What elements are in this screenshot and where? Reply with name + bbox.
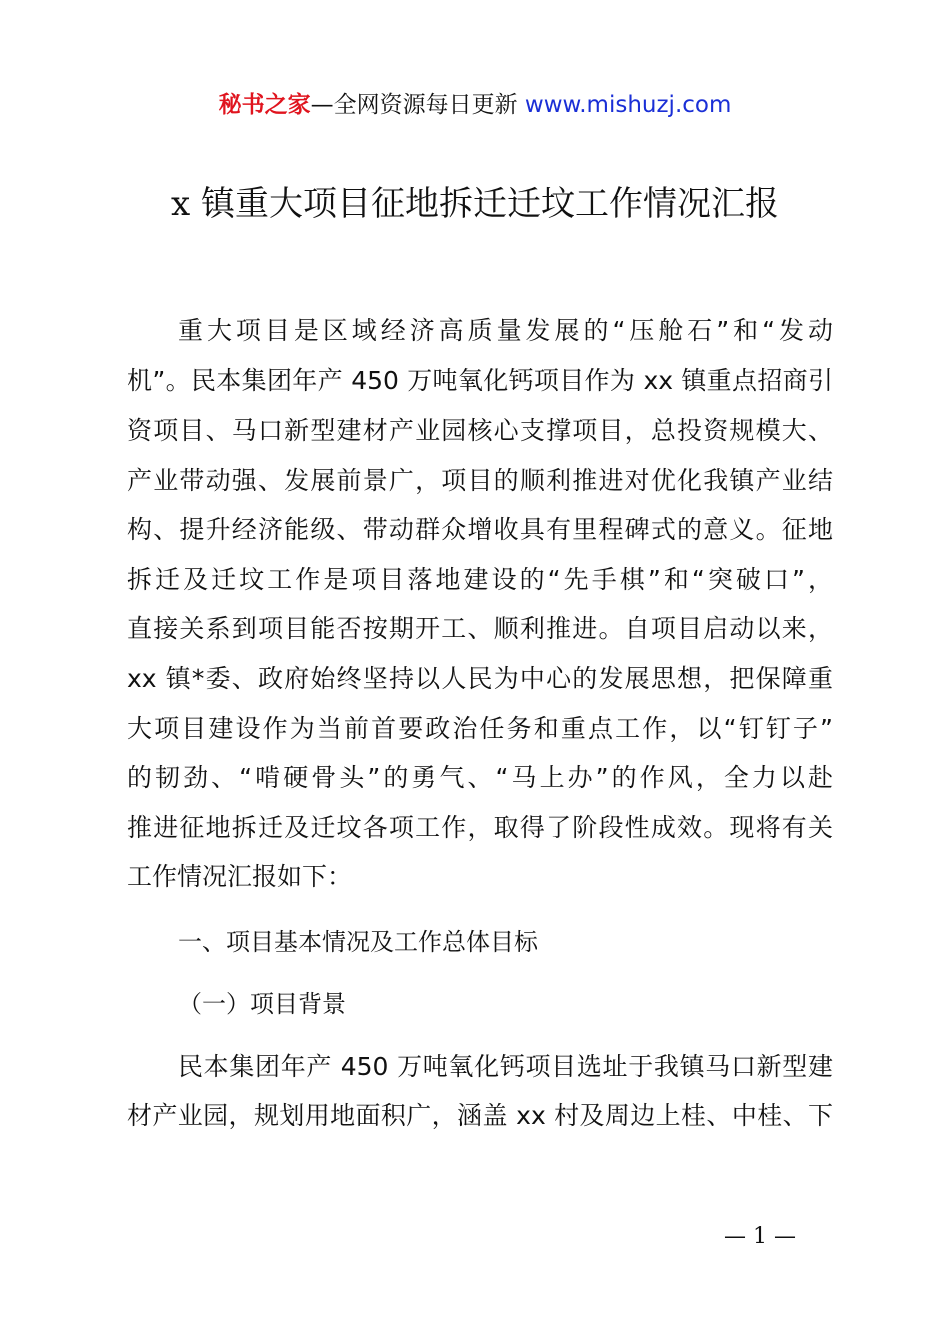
body-line: 资项目、马口新型建材产业园核心支撑项目，总投资规模大、 bbox=[127, 416, 833, 445]
subsection-heading: （一）项目背景 bbox=[178, 990, 346, 1018]
body-line: 重大项目是区域经济高质量发展的“压舱石”和“发动 bbox=[178, 316, 833, 345]
body-line: 工作情况汇报如下： bbox=[127, 862, 353, 891]
body-line: xx 镇*委、政府始终坚持以人民为中心的发展思想，把保障重 bbox=[127, 664, 833, 693]
body-line: 的韧劲、“啃硬骨头”的勇气、“马上办”的作风，全力以赴 bbox=[127, 763, 833, 792]
body-line: 拆迁及迁坟工作是项目落地建设的“先手棋”和“突破口”， bbox=[127, 565, 833, 594]
document-title: x 镇重大项目征地拆迁迁坟工作情况汇报 bbox=[171, 184, 779, 224]
brand-name: 秘书之家 bbox=[218, 92, 311, 118]
header-tagline: —全网资源每日更新 bbox=[310, 92, 525, 118]
body-line: 民本集团年产 450 万吨氧化钙项目选址于我镇马口新型建 bbox=[178, 1052, 833, 1081]
body-line: 机”。民本集团年产 450 万吨氧化钙项目作为 xx 镇重点招商引 bbox=[127, 366, 833, 395]
body-line: 大项目建设作为当前首要政治任务和重点工作，以“钉钉子” bbox=[127, 714, 833, 743]
body-line: 推进征地拆迁及迁坟各项工作，取得了阶段性成效。现将有关 bbox=[127, 813, 833, 842]
body-line: 构、提升经济能级、带动群众增收具有里程碑式的意义。征地 bbox=[127, 515, 833, 544]
body-line: 产业带动强、发展前景广，项目的顺利推进对优化我镇产业结 bbox=[127, 466, 833, 495]
section-heading: 一、项目基本情况及工作总体目标 bbox=[178, 928, 538, 956]
body-line: 直接关系到项目能否按期开工、顺利推进。自项目启动以来， bbox=[127, 614, 833, 643]
site-header bbox=[0, 88, 950, 122]
body-line: 材产业园，规划用地面积广，涵盖 xx 村及周边上桂、中桂、下 bbox=[127, 1101, 833, 1130]
page-number: — 1 — bbox=[724, 1224, 796, 1249]
site-url[interactable]: www.mishuzj.com bbox=[524, 92, 732, 118]
